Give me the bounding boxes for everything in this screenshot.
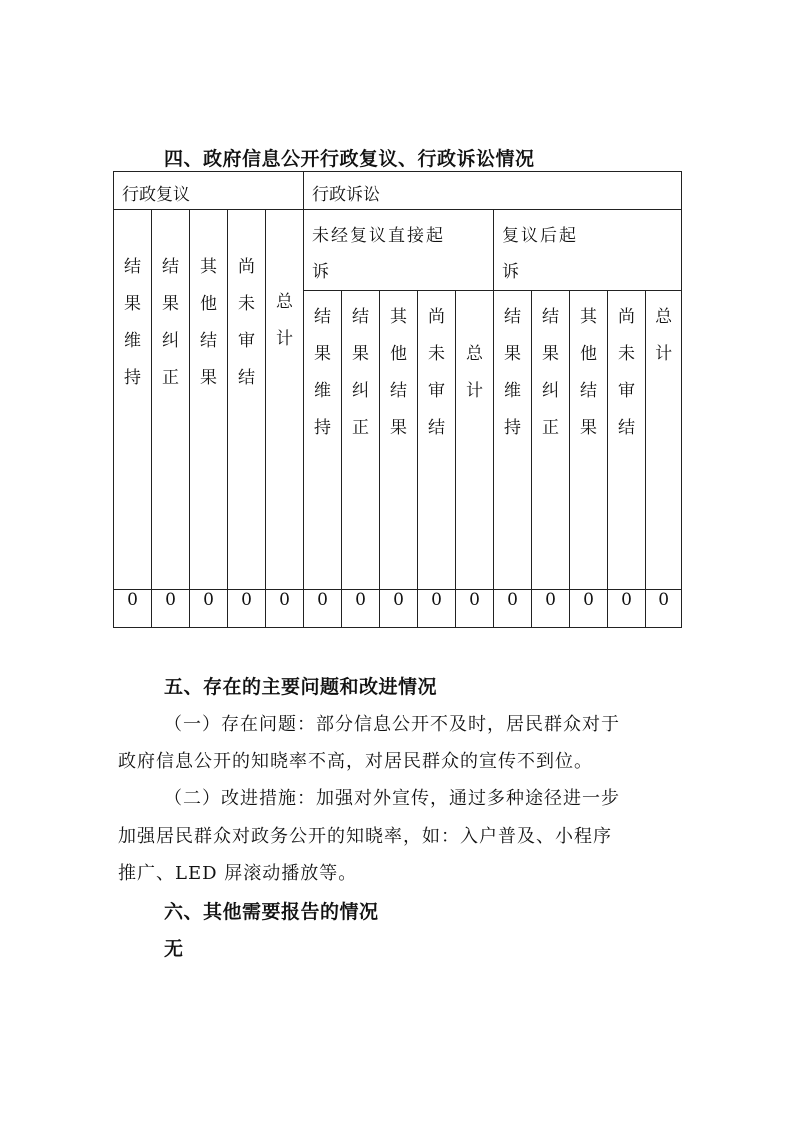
review-col-total: 总计 [266, 210, 304, 590]
review-col-other: 其他结果 [190, 210, 228, 590]
direct-col-other: 其他结果 [380, 291, 418, 590]
value-cell: 0 [228, 590, 266, 628]
admin-review-header: 行政复议 [114, 172, 304, 210]
admin-litigation-header: 行政诉讼 [304, 172, 682, 210]
section4-heading: 四、政府信息公开行政复议、行政诉讼情况 [164, 148, 535, 170]
value-cell: 0 [608, 590, 646, 628]
review-col-maintained: 结果维持 [114, 210, 152, 590]
direct-col-total: 总计 [456, 291, 494, 590]
measure-line-1: （二）改进措施：加强对外宣传，通过多种途径进一步 [164, 788, 620, 809]
after-col-other: 其他结果 [570, 291, 608, 590]
review-col-corrected: 结果纠正 [152, 210, 190, 590]
measure-line-3: 推广、LED 屏滚动播放等。 [118, 863, 358, 884]
measure-line-2: 加强居民群众对政务公开的知晓率，如：入户普及、小程序 [118, 826, 612, 847]
value-cell: 0 [190, 590, 228, 628]
problem-line-2: 政府信息公开的知晓率不高，对居民群众的宣传不到位。 [118, 751, 593, 772]
value-cell: 0 [304, 590, 342, 628]
section5-heading: 五、存在的主要问题和改进情况 [164, 676, 438, 698]
value-cell: 0 [152, 590, 190, 628]
after-col-pending: 尚未审结 [608, 291, 646, 590]
value-cell: 0 [266, 590, 304, 628]
after-col-maintained: 结果维持 [494, 291, 532, 590]
direct-col-pending: 尚未审结 [418, 291, 456, 590]
value-cell: 0 [114, 590, 152, 628]
direct-litigation-header: 未经复议直接起诉 [304, 210, 494, 291]
after-col-total: 总计 [646, 291, 682, 590]
section6-content: 无 [164, 938, 184, 960]
problem-line-1: （一）存在问题：部分信息公开不及时，居民群众对于 [164, 714, 620, 735]
direct-col-maintained: 结果维持 [304, 291, 342, 590]
value-cell: 0 [418, 590, 456, 628]
value-cell: 0 [570, 590, 608, 628]
review-col-pending: 尚未审结 [228, 210, 266, 590]
value-cell: 0 [342, 590, 380, 628]
value-cell: 0 [646, 590, 682, 628]
value-cell: 0 [380, 590, 418, 628]
review-litigation-table [113, 171, 682, 628]
section6-heading: 六、其他需要报告的情况 [164, 901, 379, 923]
direct-col-corrected: 结果纠正 [342, 291, 380, 590]
value-cell: 0 [456, 590, 494, 628]
after-review-header: 复议后起诉 [494, 210, 682, 291]
value-cell: 0 [494, 590, 532, 628]
after-col-corrected: 结果纠正 [532, 291, 570, 590]
value-cell: 0 [532, 590, 570, 628]
